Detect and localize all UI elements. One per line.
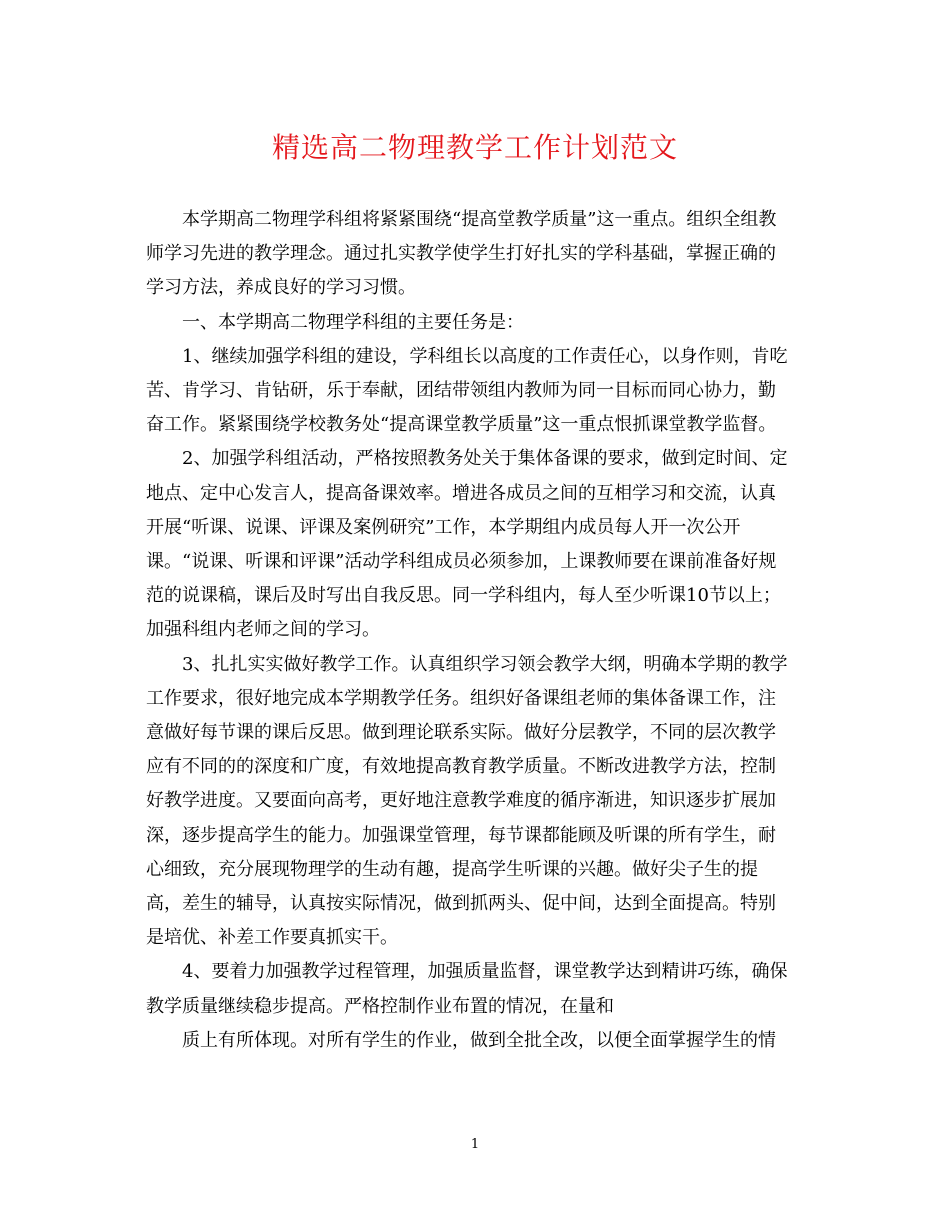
text-line: 一、本学期高二物理学科组的主要任务是： bbox=[182, 311, 524, 333]
text-line: 工作要求，很好地完成本学期教学任务。组织好备课组老师的集体备课工作，注 bbox=[146, 687, 776, 709]
text-line: 本学期高二物理学科组将紧紧围绕“提高堂教学质量”这一重点。组织全组教 bbox=[182, 209, 777, 230]
text-line: 高，差生的辅导，认真按实际情况，做到抓两头、促中间，达到全面提高。特别 bbox=[146, 893, 776, 915]
text-line: 学习方法，养成良好的学习习惯。 bbox=[146, 277, 416, 299]
text-line: 应有不同的的深度和广度，有效地提高教育教学质量。不断改进教学方法，控制 bbox=[146, 756, 776, 778]
text-line: 心细致，充分展现物理学的生动有趣，提高学生听课的兴趣。做好尖子生的提 bbox=[146, 858, 758, 880]
text-line: 课。“说课、听课和评课”活动学科组成员必须参加，上课教师要在课前准备好规 bbox=[146, 551, 777, 573]
text-line: 范的说课稿，课后及时写出自我反思。同一学科组内，每人至少听课10节以上； bbox=[146, 585, 781, 607]
paragraph-item-3 bbox=[146, 648, 810, 956]
text-line: 1、继续加强学科组的建设，学科组长以高度的工作责任心，以身作则，肯吃 bbox=[182, 345, 788, 367]
text-line: 意做好每节课的课后反思。做到理论联系实际。做好分层教学，不同的层次教学 bbox=[146, 722, 776, 744]
text-line: 开展“听课、说课、评课及案例研究”工作，本学期组内成员每人开一次公开 bbox=[146, 516, 741, 538]
paragraph-item-1 bbox=[146, 340, 810, 443]
page-number: 1 bbox=[470, 1137, 480, 1152]
text-line: 2、加强学科组活动，严格按照教务处关于集体备课的要求，做到定时间、定 bbox=[182, 448, 788, 470]
text-line: 4、要着力加强教学过程管理，加强质量监督，课堂教学达到精讲巧练，确保 bbox=[182, 961, 788, 983]
text-line: 苦、肯学习、肯钻研，乐于奉献，团结带领组内教师为同一目标而同心协力，勤 bbox=[146, 380, 776, 402]
text-line: 地点、定中心发言人，提高备课效率。增进各成员之间的互相学习和交流，认真 bbox=[146, 482, 776, 504]
text-line: 奋工作。紧紧围绕学校教务处“提高课堂教学质量”这一重点恨抓课堂教学监督。 bbox=[146, 414, 777, 436]
text-line: 加强科组内老师之间的学习。 bbox=[146, 619, 380, 641]
paragraph-intro bbox=[146, 203, 810, 306]
document-body bbox=[146, 203, 810, 1058]
document-title: 精选高二物理教学工作计划范文 bbox=[271, 131, 678, 164]
paragraph-continued bbox=[146, 1024, 810, 1058]
text-line: 3、扎扎实实做好教学工作。认真组织学习领会教学大纲，明确本学期的教学 bbox=[182, 653, 788, 675]
section-heading bbox=[146, 306, 810, 340]
text-line: 好教学进度。又要面向高考，更好地注意教学难度的循序渐进，知识逐步扩展加 bbox=[146, 790, 776, 812]
text-line: 教学质量继续稳步提高。严格控制作业布置的情况，在量和 bbox=[146, 995, 614, 1017]
text-line: 质上有所体现。对所有学生的作业，做到全批全改，以便全面掌握学生的情 bbox=[182, 1029, 776, 1051]
text-line: 是培优、补差工作要真抓实干。 bbox=[146, 927, 398, 949]
text-line: 深，逐步提高学生的能力。加强课堂管理，每节课都能顾及听课的所有学生，耐 bbox=[146, 824, 776, 846]
paragraph-item-2 bbox=[146, 442, 810, 647]
text-line: 师学习先进的教学理念。通过扎实教学使学生打好扎实的学科基础，掌握正确的 bbox=[146, 243, 776, 265]
paragraph-item-4 bbox=[146, 955, 810, 1023]
